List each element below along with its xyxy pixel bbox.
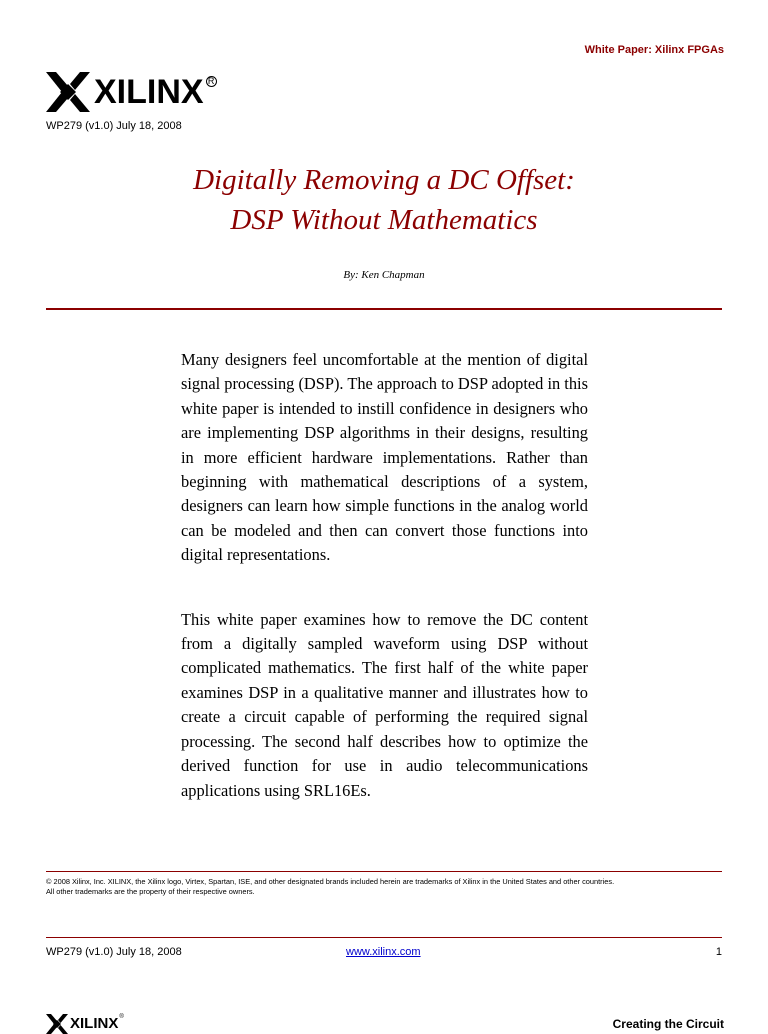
abstract — [181, 348, 588, 843]
copyright-top-divider — [46, 871, 722, 872]
next-page-logo — [46, 1014, 124, 1034]
xilinx-logo-mark-icon — [46, 72, 90, 112]
copyright-line-1: © 2008 Xilinx, Inc. XILINX, the Xilinx logo, Virtex, Spartan, ISE, and other designated brands included herein are trademarks of Xilinx in the United States and other countries. — [46, 877, 615, 886]
title-line-1: Digitally Removing a DC Offset: — [193, 164, 575, 196]
abstract-paragraph-1: Many designers feel uncomfortable at the mention of digital signal processing (DSP). The approach to DSP adopted in this white paper is intended to instill confidence in designers who are implementing DSP algorithms in their designs, resulting in more efficient hardware implementations. Rather than beginning with mathematical descriptions of a system, designers can learn how simple functions in the analog world can be modeled and then can convert those functions into digital representations. — [181, 350, 588, 565]
next-page-registered-mark: ® — [119, 1014, 124, 1020]
page-title — [0, 160, 768, 240]
copyright-line-2: All other trademarks are the property of their respective owners. — [46, 887, 255, 896]
abstract-paragraph-2: This white paper examines how to remove the DC content from a digitally sampled waveform using DSP without complicated mathematics. The first half of the white paper examines DSP in a qualitative manner and illustrates how to create a circuit capable of performing the required signal processing. The second half describes how to optimize the derived function for use in audio telecommunications applications using SRL16Es. — [181, 609, 588, 800]
footer-page-number: 1 — [715, 946, 722, 958]
footer-doc-id: WP279 (v1.0) July 18, 2008 — [46, 946, 182, 958]
footer-website-link[interactable]: www.xilinx.com — [346, 946, 421, 958]
xilinx-wordmark: XILINX — [94, 73, 204, 111]
header-doc-type: White Paper: Xilinx FPGAs — [584, 44, 724, 56]
footer-divider — [46, 937, 722, 938]
document-id-date: WP279 (v1.0) July 18, 2008 — [46, 120, 182, 132]
xilinx-logo — [46, 72, 217, 112]
next-page-section-title: Creating the Circuit — [612, 1017, 724, 1031]
author-byline: By: Ken Chapman — [343, 269, 425, 281]
title-divider — [46, 308, 722, 310]
title-line-2: DSP Without Mathematics — [230, 204, 538, 236]
registered-mark: R — [206, 76, 217, 87]
xilinx-logo-mark-small-icon — [46, 1014, 68, 1034]
next-page-wordmark: XILINX — [70, 1015, 119, 1032]
copyright-notice — [46, 877, 726, 897]
